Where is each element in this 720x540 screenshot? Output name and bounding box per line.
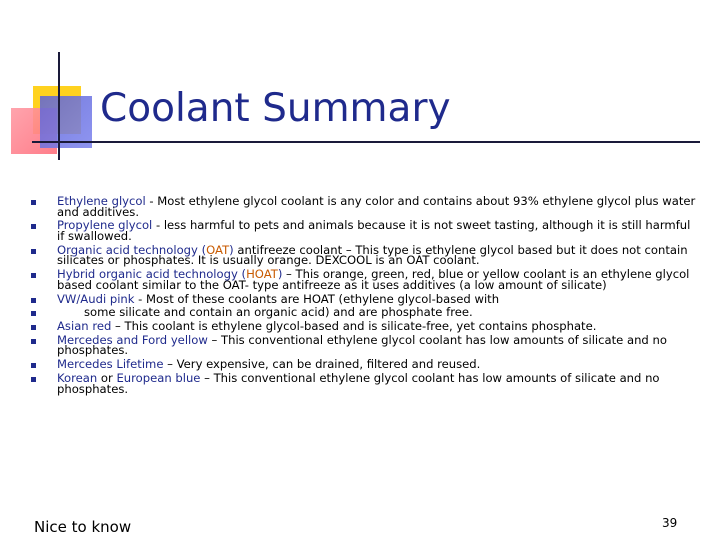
list-item xyxy=(30,307,700,318)
decor-vertical-line xyxy=(58,52,60,160)
list-item xyxy=(30,196,700,217)
square-bullet-icon xyxy=(31,273,36,278)
page-number: 39 xyxy=(662,516,678,530)
square-bullet-icon xyxy=(31,339,36,344)
term-oat-close: ) xyxy=(229,242,234,257)
square-bullet-icon xyxy=(31,377,36,382)
list-item xyxy=(30,359,700,370)
item-text: some silicate and contain an organic acid) and are phosphate free. xyxy=(84,305,473,320)
item-text: and contains about 93% ethylene glycol plus water and additives. xyxy=(57,194,696,219)
term-vw-audi-pink: VW/Audi pink xyxy=(57,291,135,306)
item-text: - less harmful to pets and animals because it is not sweet tasting, although it is still harmful if swallowed. xyxy=(57,218,691,243)
term-propylene-glycol: Propylene glycol xyxy=(57,218,153,233)
term-mercedes-lifetime: Mercedes Lifetime xyxy=(57,357,164,372)
footer-note: Nice to know xyxy=(34,518,132,536)
item-emphasis: orange xyxy=(267,253,309,268)
item-emphasis: orange, green, red, blue or yellow xyxy=(322,267,520,282)
list-item xyxy=(30,332,700,358)
term-hoat-abbrev: HOAT xyxy=(246,267,278,282)
list-item xyxy=(30,220,700,241)
item-text: – This coolant is ethylene glycol-based and is silicate-free, yet contains phosphate. xyxy=(111,319,597,334)
item-text: antifreeze coolant – This type is ethylene glycol based but it does not contain silicates or phosphates. It is usually xyxy=(57,242,688,268)
item-emphasis: Very expensive, can be drained, filtered and reused. xyxy=(176,357,481,372)
bullet-list xyxy=(30,196,700,397)
list-item xyxy=(30,321,700,332)
slide-title: Coolant Summary xyxy=(100,86,451,131)
term-oat-abbrev: OAT xyxy=(206,242,230,257)
item-text: - Most ethylene glycol coolant is xyxy=(145,194,341,208)
square-bullet-icon xyxy=(31,311,36,316)
term-hoat-close: ) xyxy=(277,267,283,282)
item-text: – xyxy=(163,357,177,372)
title-underline xyxy=(32,141,700,143)
list-item xyxy=(30,269,700,290)
square-bullet-icon xyxy=(31,200,36,205)
item-text: – This conventional ethylene glycol coolant has low amounts of silicate and no phosphates. xyxy=(57,371,660,396)
list-item xyxy=(30,291,700,306)
item-emphasis: any color xyxy=(340,194,394,208)
square-bullet-icon xyxy=(31,249,36,254)
list-item xyxy=(30,242,700,268)
item-text: . DEXCOOL is an OAT coolant. xyxy=(308,253,480,268)
square-bullet-icon xyxy=(31,363,36,368)
term-korean: Korean xyxy=(57,371,98,385)
item-text: – This xyxy=(282,267,323,282)
item-text: - Most of these coolants are HOAT (ethylene glycol-based with xyxy=(134,291,500,306)
term-oat: Organic acid technology ( xyxy=(57,242,207,257)
term-european-blue: European blue xyxy=(116,371,201,385)
square-bullet-icon xyxy=(31,325,36,330)
square-bullet-icon xyxy=(31,224,36,229)
term-asian-red: Asian red xyxy=(57,319,112,334)
term-mercedes-ford-yellow: Mercedes and Ford yellow xyxy=(57,332,208,347)
item-text: or xyxy=(97,371,117,385)
list-item xyxy=(30,373,700,394)
term-ethylene-glycol: Ethylene glycol xyxy=(57,194,146,208)
item-text: – This conventional ethylene glycol coolant has low amounts of silicate and no phosphates. xyxy=(57,332,667,358)
item-text: coolant is an ethylene glycol based coolant similar to the OAT- type antifreeze as it uses additives (a low amount of silicate) xyxy=(57,267,690,292)
square-bullet-icon xyxy=(31,298,36,303)
term-hoat: Hybrid organic acid technology ( xyxy=(57,267,247,282)
